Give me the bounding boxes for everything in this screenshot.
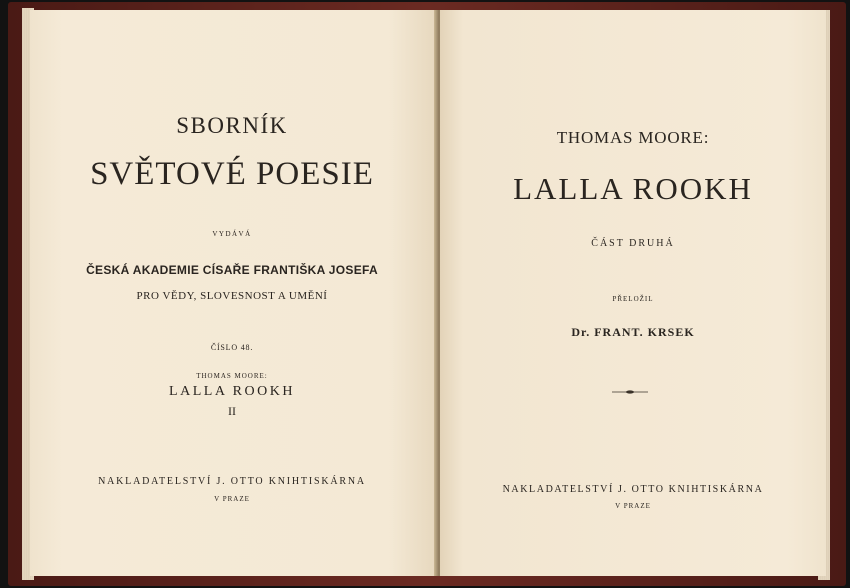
- issued-by-label: VYDÁVÁ: [212, 230, 252, 238]
- part-label: ČÁST DRUHÁ: [591, 238, 675, 249]
- right-publisher: NAKLADATELSTVÍ J. OTTO KNIHTISKÁRNA: [502, 484, 764, 495]
- left-page: [30, 10, 438, 576]
- left-author: THOMAS MOORE:: [196, 372, 268, 380]
- left-place: V PRAZE: [214, 495, 250, 503]
- left-work-title: LALLA ROOKH: [169, 384, 295, 399]
- right-author: THOMAS MOORE:: [556, 128, 710, 147]
- series-title-line2: SVĚTOVÉ POESIE: [90, 156, 374, 192]
- right-work-title: LALLA ROOKH: [513, 171, 753, 206]
- translator-name: Dr. FRANT. KRSEK: [571, 325, 695, 339]
- series-number: ČÍSLO 48.: [210, 343, 254, 352]
- volume-number: II: [228, 404, 236, 418]
- translated-by-label: PŘELOŽIL: [612, 295, 654, 303]
- left-publisher: NAKLADATELSTVÍ J. OTTO KNIHTISKÁRNA: [98, 476, 366, 487]
- ornament-divider-icon: [612, 390, 648, 394]
- right-place: V PRAZE: [615, 502, 651, 510]
- series-title-line1: SBORNÍK: [176, 113, 288, 138]
- academy-subtitle: PRO VĚDY, SLOVESNOST A UMĚNÍ: [136, 290, 328, 302]
- right-page: [440, 10, 826, 576]
- academy-name: ČESKÁ AKADEMIE CÍSAŘE FRANTIŠKA JOSEFA: [86, 263, 378, 277]
